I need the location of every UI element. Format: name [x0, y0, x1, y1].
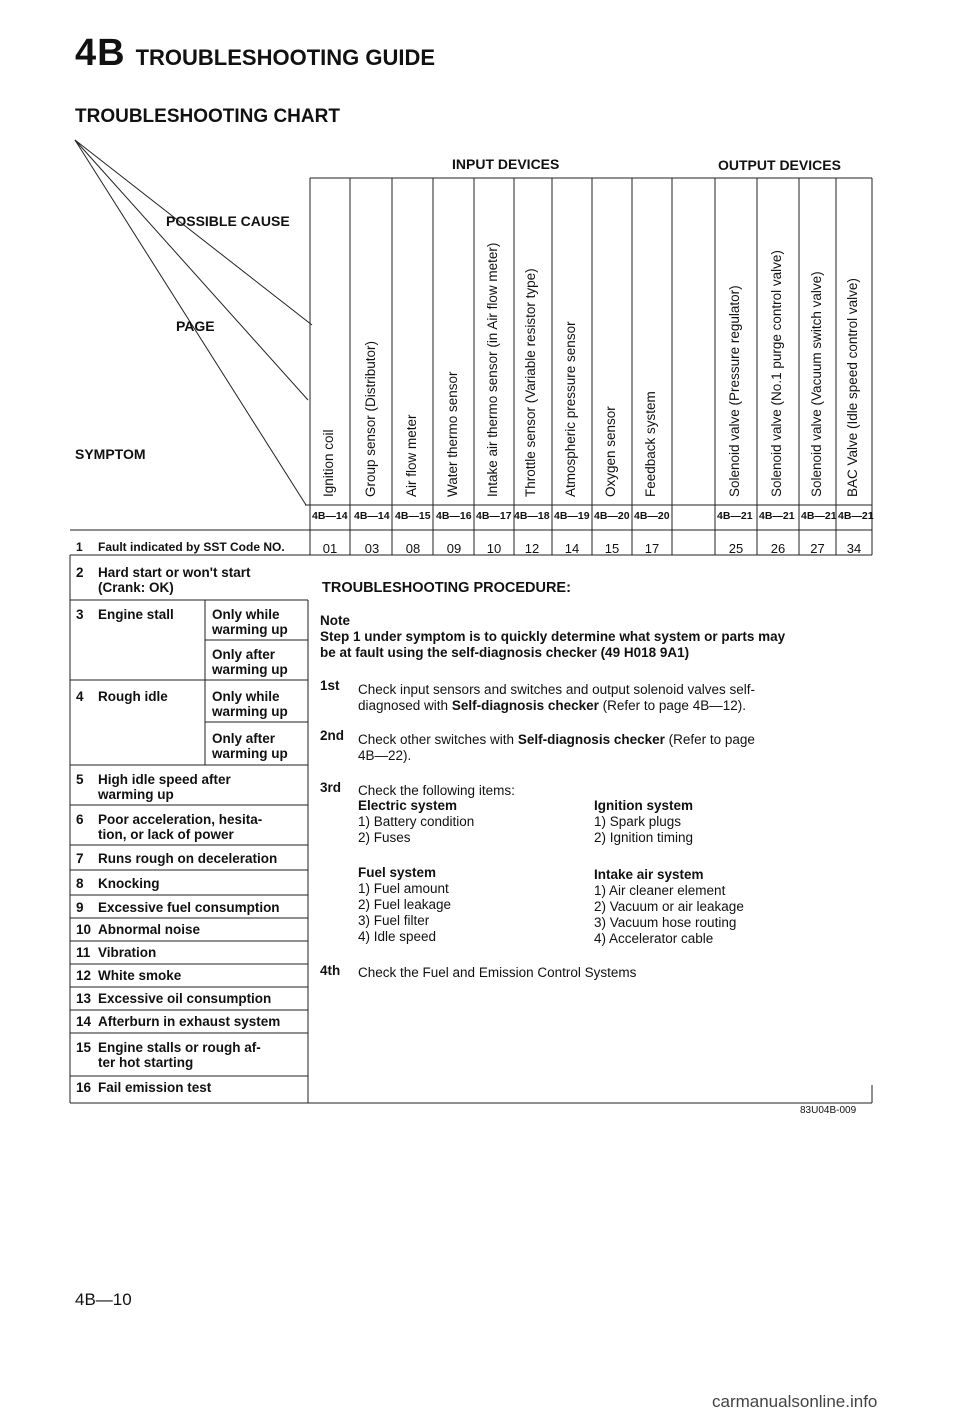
- possible-cause-label: POSSIBLE CAUSE: [166, 213, 290, 229]
- symptom-2: [76, 565, 250, 595]
- condition-rough-idle-after: Only after warming up: [212, 731, 288, 761]
- symptom-number: 15: [76, 1040, 92, 1055]
- symptom-text: Excessive fuel consumption: [98, 900, 280, 915]
- symptom-1: [76, 540, 285, 555]
- step-1-line-1: Check input sensors and switches and output solenoid valves self-: [358, 682, 755, 697]
- column-page-output-2: 4B—21: [801, 510, 837, 522]
- step-4-line-1: Check the Fuel and Emission Control Systems: [358, 965, 637, 980]
- column-label-input-5: Throttle sensor (Variable resistor type): [523, 268, 538, 497]
- fuel-system-heading: Fuel system: [358, 865, 437, 880]
- input-devices-label: INPUT DEVICES: [452, 156, 560, 172]
- symptom-number: 5: [76, 772, 84, 787]
- column-page-input-1: 4B—14: [354, 510, 390, 522]
- symptom-text: Fault indicated by SST Code NO.: [98, 540, 285, 554]
- column-label-input-3: Water thermo sensor: [445, 371, 460, 497]
- fuel-item-1: 1) Fuel amount: [358, 881, 449, 896]
- symptom-text: Engine stalls or rough af-: [98, 1040, 261, 1055]
- symptom-6: [76, 812, 262, 842]
- symptom-text: Runs rough on deceleration: [98, 851, 278, 866]
- column-label-input-0: Ignition coil: [321, 429, 336, 497]
- step-2-line-2: 4B—22).: [358, 748, 412, 763]
- symptom-text-cont: (Crank: OK): [98, 580, 174, 595]
- symptom-text-cont: warming up: [98, 787, 174, 802]
- symptom-number: 2: [76, 565, 84, 580]
- symptom-number: 6: [76, 812, 84, 827]
- column-code-input-4: 10: [486, 541, 502, 556]
- column-code-input-3: 09: [446, 541, 462, 556]
- intake-air-system-heading: Intake air system: [594, 867, 704, 882]
- procedure-title: TROUBLESHOOTING PROCEDURE:: [322, 580, 571, 596]
- intake-item-3: 3) Vacuum hose routing: [594, 915, 737, 930]
- symptom-12: [76, 968, 181, 983]
- column-code-output-1: 26: [770, 541, 786, 556]
- step-2-line-1: Check other switches with Self-diagnosis checker (Refer to page: [358, 732, 755, 747]
- symptom-11: [76, 945, 156, 960]
- symptom-10: [76, 922, 200, 937]
- step-1-line-2: diagnosed with Self-diagnosis checker (Refer to page 4B—12).: [358, 698, 746, 713]
- note-label: Note: [320, 613, 350, 628]
- symptom-5: [76, 772, 231, 802]
- watermark: carmanualsonline.info: [712, 1392, 878, 1411]
- step-1-label: 1st: [320, 678, 340, 693]
- intake-item-1: 1) Air cleaner element: [594, 883, 726, 898]
- column-label-output-3: BAC Valve (Idle speed control valve): [845, 278, 860, 497]
- ignition-item-2: 2) Ignition timing: [594, 830, 694, 845]
- symptom-number: 13: [76, 991, 92, 1006]
- symptom-7: [76, 851, 277, 866]
- symptom-15: [76, 1040, 261, 1070]
- ignition-item-1: 1) Spark plugs: [594, 814, 682, 829]
- electric-system-heading: Electric system: [358, 798, 458, 813]
- electric-item-1: 1) Battery condition: [358, 814, 475, 829]
- note-line-1: Step 1 under symptom is to quickly determine what system or parts may: [320, 629, 786, 644]
- symptom-text: Vibration: [98, 945, 157, 960]
- column-code-input-7: 15: [604, 541, 620, 556]
- column-code-output-2: 27: [810, 541, 825, 556]
- symptom-text: Knocking: [98, 876, 160, 891]
- intake-item-2: 2) Vacuum or air leakage: [594, 899, 744, 914]
- symptom-text: Rough idle: [98, 689, 168, 704]
- symptom-label: SYMPTOM: [75, 446, 146, 462]
- symptom-text: High idle speed after: [98, 772, 231, 787]
- step-2-label: 2nd: [320, 728, 345, 743]
- symptom-text-cont: ter hot starting: [98, 1055, 194, 1070]
- electric-item-2: 2) Fuses: [358, 830, 411, 845]
- symptom-text-cont: tion, or lack of power: [98, 827, 234, 842]
- column-label-input-1: Group sensor (Distributor): [363, 340, 378, 497]
- symptom-14: [76, 1014, 280, 1029]
- header-title: TROUBLESHOOTING GUIDE: [135, 45, 436, 70]
- symptom-text: Poor acceleration, hesita-: [98, 812, 263, 827]
- column-label-output-2: Solenoid valve (Vacuum switch valve): [808, 271, 824, 497]
- symptom-text: White smoke: [98, 968, 182, 983]
- intake-item-4: 4) Accelerator cable: [594, 931, 714, 946]
- column-page-output-0: 4B—21: [717, 510, 753, 522]
- symptom-number: 16: [76, 1080, 92, 1095]
- column-code-input-5: 12: [524, 541, 540, 556]
- condition-engine-stall-after: Only after warming up: [212, 647, 288, 677]
- symptom-13: [76, 991, 271, 1006]
- symptom-16: [76, 1080, 211, 1095]
- figure-reference: 83U04B-009: [800, 1105, 857, 1116]
- symptom-text: Afterburn in exhaust system: [98, 1014, 281, 1029]
- column-page-input-3: 4B—16: [436, 510, 472, 522]
- column-page-input-6: 4B—19: [554, 510, 590, 522]
- output-devices-label: OUTPUT DEVICES: [718, 157, 841, 173]
- symptom-number: 10: [76, 922, 92, 937]
- column-page-input-7: 4B—20: [594, 510, 630, 522]
- symptom-number: 8: [76, 876, 84, 891]
- condition-rough-idle-while: Only while warming up: [212, 689, 288, 719]
- symptom-number: 1: [76, 540, 83, 554]
- column-label-input-7: Oxygen sensor: [603, 406, 618, 497]
- symptom-9: [76, 900, 280, 915]
- symptom-number: 9: [76, 900, 84, 915]
- fuel-item-3: 3) Fuel filter: [358, 913, 430, 928]
- column-code-output-0: 25: [728, 541, 744, 556]
- symptom-3: [76, 607, 174, 622]
- symptom-4: [76, 689, 168, 704]
- column-label-input-6: Atmospheric pressure sensor: [563, 321, 578, 497]
- column-page-input-2: 4B—15: [395, 510, 431, 522]
- symptom-text: Fail emission test: [98, 1080, 212, 1095]
- note-line-2: be at fault using the self-diagnosis checker (49 H018 9A1): [320, 645, 690, 660]
- column-code-input-6: 14: [564, 541, 580, 556]
- ignition-system-heading: Ignition system: [594, 798, 694, 813]
- column-page-output-3: 4B—21: [838, 510, 874, 522]
- symptom-number: 3: [76, 607, 84, 622]
- page-label: PAGE: [176, 318, 215, 334]
- page-number: 4B—10: [75, 1290, 132, 1309]
- column-code-input-0: 01: [322, 541, 338, 556]
- column-page-input-0: 4B—14: [312, 510, 348, 522]
- column-label-input-2: Air flow meter: [404, 414, 419, 497]
- column-label-output-1: Solenoid valve (No.1 purge control valve): [769, 250, 784, 497]
- condition-engine-stall-while: Only while warming up: [212, 607, 288, 637]
- column-page-output-1: 4B—21: [759, 510, 795, 522]
- section-number: 4B: [75, 32, 126, 74]
- column-label-input-8: Feedback system: [643, 391, 658, 497]
- column-code-output-3: 34: [846, 541, 862, 556]
- symptom-text: Excessive oil consumption: [98, 991, 272, 1006]
- symptom-number: 11: [76, 945, 91, 960]
- chart-subtitle: TROUBLESHOOTING CHART: [75, 106, 340, 127]
- column-label-input-4: Intake air thermo sensor (in Air flow meter): [485, 242, 500, 497]
- symptom-text: Engine stall: [98, 607, 174, 622]
- column-page-input-5: 4B—18: [514, 510, 550, 522]
- step-4-label: 4th: [320, 963, 341, 978]
- column-page-input-8: 4B—20: [634, 510, 670, 522]
- symptom-number: 7: [76, 851, 84, 866]
- symptom-text: Hard start or won't start: [98, 565, 251, 580]
- step-3-label: 3rd: [320, 780, 342, 795]
- column-code-input-8: 17: [644, 541, 660, 556]
- column-label-output-0: Solenoid valve (Pressure regulator): [727, 285, 742, 497]
- column-code-input-2: 08: [405, 541, 421, 556]
- fuel-item-4: 4) Idle speed: [358, 929, 437, 944]
- symptom-number: 12: [76, 968, 92, 983]
- symptom-8: [76, 876, 160, 891]
- symptom-text: Abnormal noise: [98, 922, 201, 937]
- step-3-line-1: Check the following items:: [358, 783, 515, 798]
- symptom-number: 4: [76, 689, 84, 704]
- fuel-item-2: 2) Fuel leakage: [358, 897, 452, 912]
- symptom-number: 14: [76, 1014, 92, 1029]
- column-code-input-1: 03: [364, 541, 380, 556]
- column-page-input-4: 4B—17: [476, 510, 512, 522]
